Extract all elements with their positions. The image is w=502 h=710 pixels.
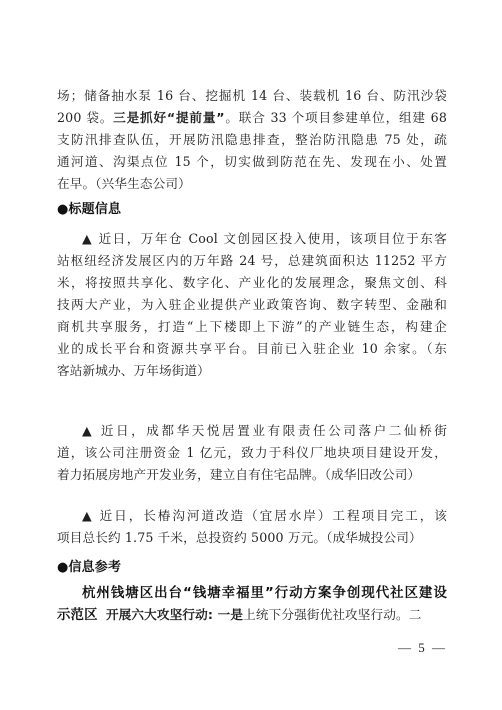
bold-phrase: 三是抓好“提前量” [113, 110, 225, 125]
text-line: 支防汛排查队伍，开展防汛隐患排查，整治防汛隐患 75 处，疏 [57, 132, 447, 147]
bold-phrase: 一是 [217, 607, 244, 622]
text-fragment: 上统下分强街优社攻坚行动。二 [243, 607, 422, 622]
text-line: 商机共享服务，打造“上下楼即上下游”的产业链生态，构建企 [57, 319, 447, 334]
text-fragment: 200 袋。 [57, 110, 114, 125]
text-fragment: 。联合 33 个项目参建单位，组建 68 [224, 110, 447, 125]
paragraph-river-project [57, 505, 447, 549]
text-line: 着力拓展房地产开发业务，建立自有住宅品牌。（成华旧改公司） [57, 467, 421, 482]
text-line: 通河道、沟渠点位 15 个，切实做到防范在先、发现在小、处置 [57, 154, 447, 169]
text-line: 场；储备抽水泵 16 台、挖掘机 14 台、装载机 16 台、防汛沙袋 [57, 88, 447, 103]
text-line: ▲ 近日，长椿沟河道改造（宜居水岸）工程项目完工，该 [82, 508, 447, 523]
paragraph-cool-park [57, 228, 447, 382]
bold-title: 示范区 [57, 608, 98, 623]
page-number: — 5 — [398, 640, 447, 655]
section-heading: ●信息参考 [57, 560, 122, 575]
text-line [57, 107, 447, 129]
paragraph-flood-prevention [57, 85, 447, 195]
text-line: 技两大产业，为入驻企业提供产业政策咨询、数字转型、金融和 [57, 297, 447, 312]
paragraph-huatian-company [57, 420, 447, 486]
bold-phrase: 开展六大攻坚行动: [105, 607, 218, 622]
text-line: 站枢纽经济发展区内的万年路 24 号，总建筑面积达 11252 平方 [57, 253, 447, 268]
text-line: 道，该公司注册资金 1 亿元，致力于科仪厂地块项目建设开发， [57, 445, 447, 460]
text-line: ▲ 近日，成都华天悦居置业有限责任公司落户二仙桥街 [82, 423, 447, 438]
section-heading-info-reference [57, 557, 447, 579]
text-line: 项目总长约 1.75 千米，总投资约 5000 万元。（成华城投公司） [57, 530, 422, 545]
text-line: ▲ 近日，万年仓 Cool 文创园区投入使用，该项目位于东客 [82, 231, 447, 246]
text-line: 客站新城办、万年场街道） [57, 363, 210, 378]
text-line: 在早。（兴华生态公司） [57, 176, 191, 191]
section-heading-title-info [57, 199, 447, 221]
text-line [57, 604, 447, 626]
section-heading: ●标题信息 [57, 202, 122, 217]
bold-title: 杭州钱塘区出台“钱塘幸福里”行动方案争创现代社区建设 [82, 586, 447, 601]
text-line: 米，将按照共享化、数字化、产业化的发展理念，聚焦文创、科 [57, 275, 447, 290]
text-line: 业的成长平台和资源共享平台。目前已入驻企业 10 余家。（东 [57, 341, 447, 356]
paragraph-qiantang [57, 582, 447, 626]
text-line [57, 582, 447, 604]
